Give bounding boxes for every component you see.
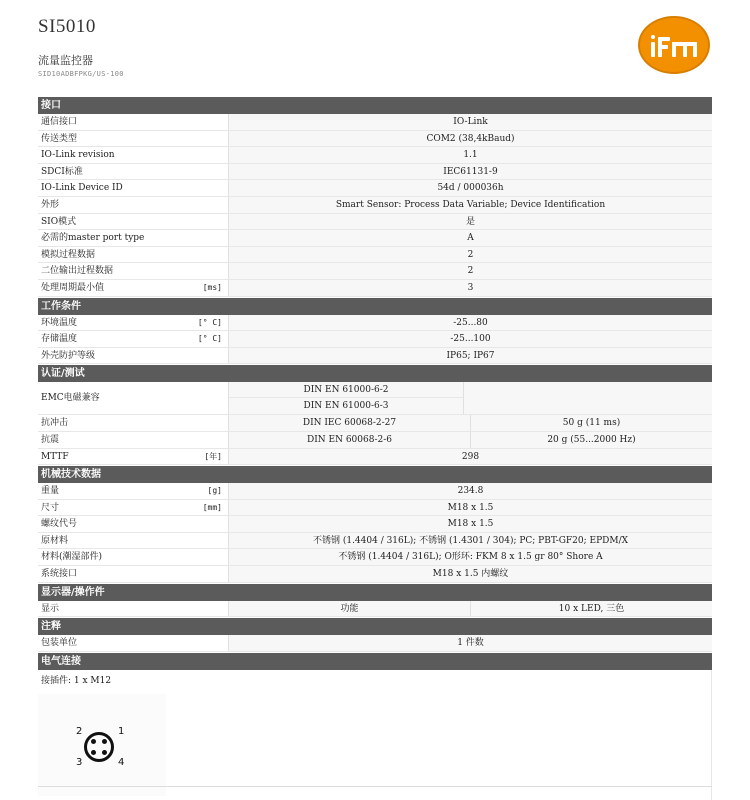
pin-dot (102, 750, 107, 755)
table-row (38, 449, 712, 466)
row-value: 2 (228, 263, 712, 279)
row-label: 螺纹代号 (41, 519, 78, 530)
pin-number-2: 2 (76, 725, 83, 737)
row-label: SDCI标准 (41, 166, 83, 177)
table-row (38, 197, 712, 214)
row-value: M18 x 1.5 (228, 500, 712, 516)
row-value: M18 x 1.5 (228, 516, 712, 532)
m12-pinout-diagram (38, 694, 166, 796)
row-label: EMC电磁兼容 (41, 393, 100, 404)
row-unit: [年] (204, 451, 222, 461)
pin-number-1: 1 (118, 725, 125, 737)
emc-standard: DIN EN 61000-6-3 (303, 401, 389, 412)
row-label: 外壳防护等级 (41, 350, 96, 361)
pin-dot (102, 739, 107, 744)
table-row (38, 415, 712, 432)
row-label: IO-Link revision (41, 150, 115, 161)
section-remarks-header: 注释 (38, 618, 712, 635)
row-label: 抗冲击 (41, 418, 69, 429)
row-value: 不锈钢 (1.4404 / 316L); 不锈钢 (1.4301 / 304); PC; PBT-GF20; EPDM/X (228, 533, 712, 549)
table-row (38, 214, 712, 231)
row-unit: [ms] (202, 282, 222, 292)
pin-dot (91, 750, 96, 755)
table-row (38, 432, 712, 449)
row-label: 抗震 (41, 434, 60, 445)
table-row (38, 331, 712, 348)
section-interface-header: 接口 (38, 97, 712, 114)
table-row (38, 549, 712, 566)
row-unit: [° C] (197, 317, 222, 327)
table-row (38, 147, 712, 164)
table-row (38, 635, 712, 652)
table-row (38, 315, 712, 332)
row-label: 材料(潮湿部件) (41, 552, 103, 563)
row-label: 尺寸 (41, 502, 60, 513)
bottom-divider (38, 786, 712, 787)
section-approvals-header: 认证/测试 (38, 365, 712, 382)
ifm-logo (638, 16, 710, 74)
emc-standard: DIN EN 61000-6-2 (229, 382, 463, 398)
row-value: 54d / 000036h (228, 180, 712, 196)
row-value: 1.1 (228, 147, 712, 163)
row-label: 环境温度 (41, 317, 78, 328)
row-label: 模拟过程数据 (41, 249, 96, 260)
connector-label: 接插件: 1 x M12 (41, 675, 112, 686)
row-label: SIO模式 (41, 216, 77, 227)
row-value: 不锈钢 (1.4404 / 316L); O形环: FKM 8 x 1.5 gr 80° Shore A (228, 549, 712, 565)
row-value: IO-Link (228, 114, 712, 130)
row-value: IEC61131-9 (228, 164, 712, 180)
row-value: Smart Sensor: Process Data Variable; Device Identification (228, 197, 712, 213)
table-row (38, 164, 712, 181)
row-label: 显示 (41, 603, 60, 614)
table-row (38, 247, 712, 264)
section-mechanical-header: 机械技术数据 (38, 466, 712, 483)
connection-area (38, 670, 712, 800)
row-label: IO-Link Device ID (41, 183, 123, 194)
row-value: IP65; IP67 (228, 348, 712, 364)
row-value-secondary: 50 g (11 ms) (470, 415, 712, 431)
row-label: 必需的master port type (41, 233, 145, 244)
row-value: -25...100 (228, 331, 712, 347)
row-value: 2 (228, 247, 712, 263)
model-number: SI5010 (38, 16, 96, 37)
document-header (0, 0, 750, 95)
connector-outline-icon (84, 732, 114, 762)
row-unit: [° C] (197, 334, 222, 344)
table-row (38, 516, 712, 533)
table-row (38, 230, 712, 247)
row-value: 1 件数 (228, 635, 712, 651)
row-value: M18 x 1.5 内螺纹 (228, 566, 712, 582)
table-row (38, 263, 712, 280)
table-row (38, 500, 712, 517)
row-value: 234.8 (228, 483, 712, 499)
table-row (38, 533, 712, 550)
table-row (38, 280, 712, 297)
row-label: 通信接口 (41, 117, 78, 127)
row-label: 重量 (41, 486, 60, 497)
pin-dot (91, 739, 96, 744)
table-row (38, 180, 712, 197)
logo-mark-icon (651, 35, 697, 57)
row-label: 包装单位 (41, 638, 78, 649)
row-value: DIN IEC 60068-2-27 (229, 415, 470, 431)
section-display-header: 显示器/操作件 (38, 584, 712, 601)
row-value: COM2 (38,4kBaud) (228, 131, 712, 147)
row-label: 系统接口 (41, 569, 78, 580)
row-value: DIN EN 60068-2-6 (229, 432, 470, 448)
section-operating-conditions-header: 工作条件 (38, 298, 712, 315)
table-row (38, 131, 712, 148)
section-electrical-header: 电气连接 (38, 653, 712, 670)
row-value: -25...80 (228, 315, 712, 331)
row-value: 298 (228, 449, 712, 465)
row-value-secondary: 10 x LED, 三色 (470, 601, 712, 617)
row-label: MTTF (41, 451, 69, 462)
table-row (38, 382, 712, 415)
row-value: A (228, 230, 712, 246)
table-row (38, 114, 712, 131)
product-name: 流量监控器 (38, 54, 93, 67)
row-label: 存储温度 (41, 334, 78, 345)
table-row (38, 348, 712, 365)
row-value: 是 (228, 214, 712, 230)
table-row (38, 483, 712, 500)
row-value: 功能 (229, 601, 470, 617)
pin-number-3: 3 (76, 756, 83, 768)
row-label: 处理周期最小值 (41, 282, 105, 293)
spec-table (38, 96, 712, 800)
row-value: 3 (228, 280, 712, 296)
table-row (38, 566, 712, 583)
row-value-secondary: 20 g (55...2000 Hz) (470, 432, 712, 448)
row-unit: [g] (207, 486, 222, 496)
row-unit: [mm] (202, 502, 222, 512)
pin-number-4: 4 (118, 756, 125, 768)
row-label: 原材料 (41, 535, 69, 546)
row-label: 外形 (41, 199, 60, 210)
row-label: 传送类型 (41, 133, 78, 144)
table-row (38, 601, 712, 618)
order-code: SID10ADBFPKG/US-100 (38, 70, 124, 78)
row-label: 二位输出过程数据 (41, 266, 114, 277)
